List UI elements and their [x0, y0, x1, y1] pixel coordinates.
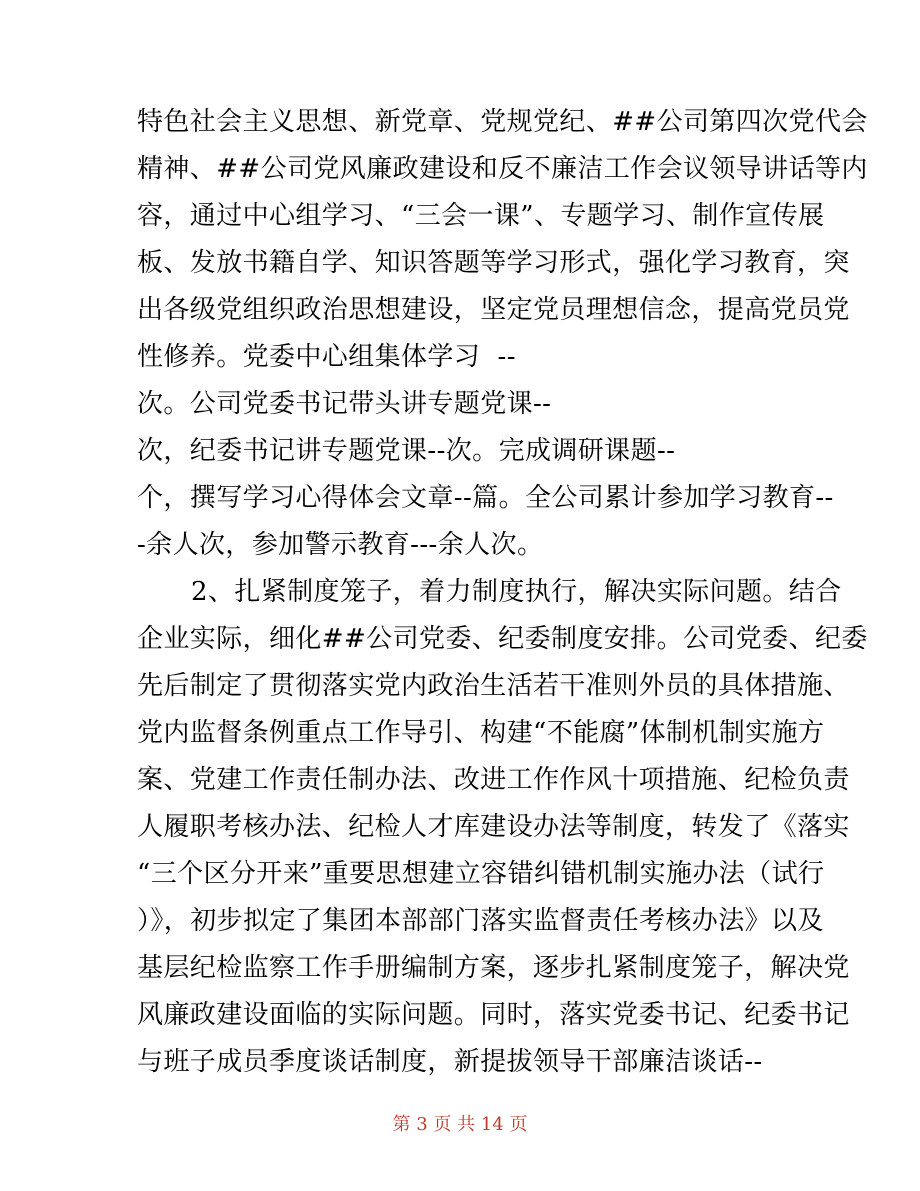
paragraph-first-line: 2、扎紧制度笼子，着力制度执行，解决实际问题。结合 — [191, 577, 842, 607]
body-text-line: 党内监督条例重点工作导引、构建“不能腐”体制机制实施方 — [137, 718, 825, 748]
body-text-line: 企业实际，细化##公司党委、纪委制度安排。公司党委、纪委 — [137, 624, 868, 654]
body-text-line: 个，撰写学习心得体会文章--篇。全公司累计参加学习教育-- — [137, 483, 834, 513]
body-text-line: 先后制定了贯彻落实党内政治生活若干准则外员的具体措施、 — [137, 671, 850, 701]
body-text-line: “三个区分开来”重要思想建立容错纠错机制实施办法（试行 — [137, 859, 825, 889]
body-text-line: 风廉政建设面临的实际问题。同时，落实党委书记、纪委书记 — [137, 1000, 850, 1030]
body-text-line: 案、党建工作责任制办法、改进工作作风十项措施、纪检负责 — [137, 765, 850, 795]
body-text-line: 基层纪检监察工作手册编制方案，逐步扎紧制度笼子，解决党 — [137, 953, 850, 983]
body-text-line: 与班子成员季度谈话制度，新提拔领导干部廉洁谈话-- — [137, 1047, 763, 1077]
body-text-line: 人履职考核办法、纪检人才库建设办法等制度，转发了《落实 — [137, 812, 850, 842]
body-text-line: 特色社会主义思想、新党章、党规党纪、##公司第四次党代会 — [137, 107, 868, 137]
body-text-line: 精神、##公司党风廉政建设和反不廉洁工作会议领导讲话等内 — [137, 154, 868, 184]
body-text-line: 次。公司党委书记带头讲专题党课-- — [137, 389, 552, 419]
body-text-line: 次，纪委书记讲专题党课--次。完成调研课题-- — [137, 436, 676, 466]
body-text-line: 容，通过中心组学习、“三会一课”、专题学习、制作宣传展 — [137, 201, 825, 231]
body-text-line: ）》，初步拟定了集团本部部门落实监督责任考核办法》以及 — [137, 906, 824, 936]
body-text-line: 出各级党组织政治思想建设，坚定党员理想信念，提高党员党 — [137, 295, 850, 325]
body-text-line: 性修养。党委中心组集体学习 -- — [137, 342, 516, 372]
body-text-line: -余人次，参加警示教育---余人次。 — [137, 530, 544, 560]
page-number-footer: 第 3 页 共 14 页 — [392, 1114, 528, 1135]
body-text-line: 板、发放书籍自学、知识答题等学习形式，强化学习教育，突 — [137, 248, 850, 278]
